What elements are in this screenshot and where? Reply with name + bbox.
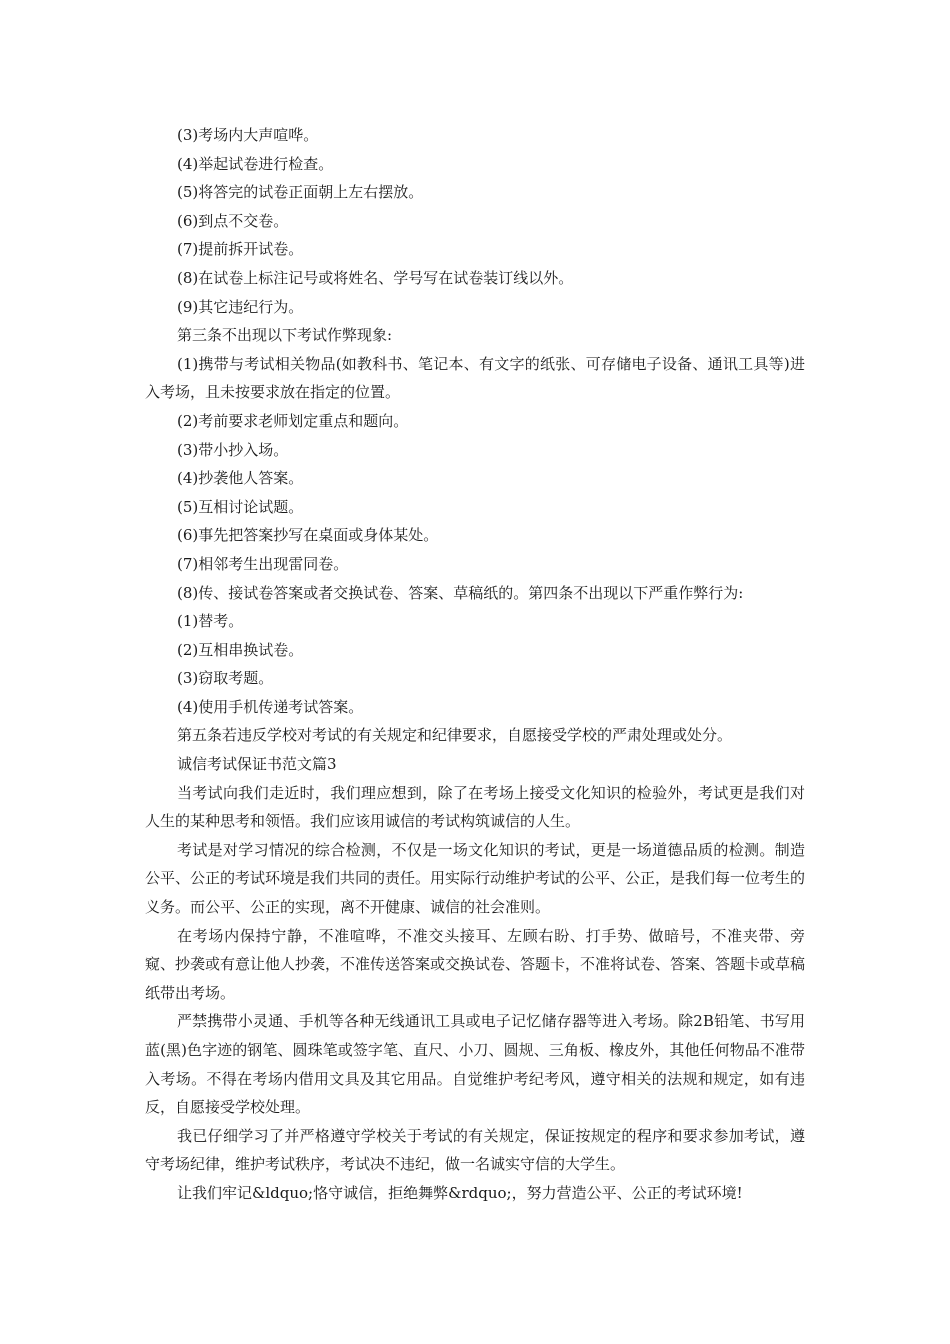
article-five: 第五条若违反学校对考试的有关规定和纪律要求，自愿接受学校的严肃处理或处分。 bbox=[177, 726, 733, 745]
body-paragraph: 考试是对学习情况的综合检测，不仅是一场文化知识的考试，更是一场道德品质的检测。制造公平、公正的考试环境是我们共同的责任。用实际行动维护考试的公平、公正，是我们每一位考生的义务。而公平、公正的实现，离不开健康、诚信的社会准则。 bbox=[145, 840, 806, 917]
list-item: (4)使用手机传递考试答案。 bbox=[177, 697, 364, 716]
list-item: (3)窃取考题。 bbox=[177, 669, 274, 688]
list-item: (2)考前要求老师划定重点和题向。 bbox=[177, 411, 409, 430]
body-paragraph: 严禁携带小灵通、手机等各种无线通讯工具或电子记忆储存器等进入考场。除2B铅笔、书写用蓝(黑)色字迹的钢笔、圆珠笔或签字笔、直尺、小刀、圆规、三角板、橡皮外，其他任何物品不准带入考场。不得在考场内借用文具及其它用品。自觉维护考纪考风，遵守相关的法规和规定，如有违反，自愿接受学校处理。 bbox=[145, 1012, 805, 1117]
list-item: (2)互相串换试卷。 bbox=[177, 640, 304, 659]
list-item: (4)举起试卷进行检查。 bbox=[177, 154, 334, 173]
closing-paragraph: 让我们牢记&ldquo;恪守诚信，拒绝舞弊&rdquo;，努力营造公平、公正的考试环境! bbox=[177, 1183, 743, 1202]
list-item: (6)到点不交卷。 bbox=[177, 211, 289, 230]
list-item: (6)事先把答案抄写在桌面或身体某处。 bbox=[177, 526, 439, 545]
list-item: (5)将答完的试卷正面朝上左右摆放。 bbox=[177, 183, 424, 202]
article-heading: 第三条不出现以下考试作弊现象: bbox=[177, 326, 393, 345]
list-item: (3)考场内大声喧哗。 bbox=[177, 126, 319, 144]
list-item: (4)抄袭他人答案。 bbox=[177, 469, 304, 488]
list-item: (1)替考。 bbox=[177, 612, 244, 631]
list-item: (9)其它违纪行为。 bbox=[177, 297, 304, 316]
list-item: (7)提前拆开试卷。 bbox=[177, 240, 304, 259]
body-paragraph: 在考场内保持宁静，不准喧哗，不准交头接耳、左顾右盼、打手势、做暗号，不准夹带、旁窥、抄袭或有意让他人抄袭，不准传送答案或交换试卷、答题卡，不准将试卷、答案、答题卡或草稿纸带出考场。 bbox=[145, 926, 806, 1002]
body-paragraph: 我已仔细学习了并严格遵守学校关于考试的有关规定，保证按规定的程序和要求参加考试，遵守考场纪律，维护考试秩序，考试决不违纪，做一名诚实守信的大学生。 bbox=[145, 1126, 805, 1174]
list-item: (1)携带与考试相关物品(如教科书、笔记本、有文字的纸张、可存储电子设备、通讯工具等)进入考场，且未按要求放在指定的位置。 bbox=[145, 354, 805, 402]
section-title: 诚信考试保证书范文篇3 bbox=[177, 755, 337, 774]
list-item: (8)传、接试卷答案或者交换试卷、答案、草稿纸的。第四条不出现以下严重作弊行为: bbox=[177, 583, 744, 602]
list-item: (7)相邻考生出现雷同卷。 bbox=[177, 554, 349, 573]
list-item: (5)互相讨论试题。 bbox=[177, 497, 304, 516]
list-item: (8)在试卷上标注记号或将姓名、学号写在试卷装订线以外。 bbox=[177, 268, 574, 287]
body-paragraph: 当考试向我们走近时，我们理应想到，除了在考场上接受文化知识的检验外，考试更是我们对人生的某种思考和领悟。我们应该用诚信的考试构筑诚信的人生。 bbox=[145, 783, 805, 831]
list-item: (3)带小抄入场。 bbox=[177, 440, 289, 459]
document-body bbox=[145, 121, 805, 1208]
